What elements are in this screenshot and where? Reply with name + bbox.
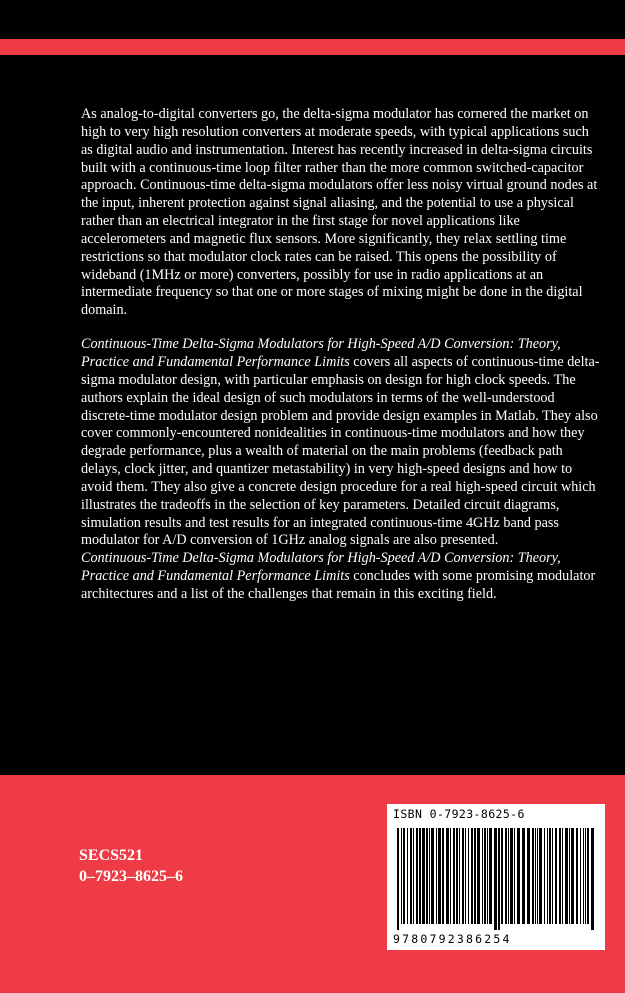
barcode-bar (555, 828, 557, 924)
barcode-bar (559, 828, 561, 924)
barcode-bar (501, 828, 503, 924)
barcode-bar (436, 828, 437, 924)
barcode-bar (585, 828, 586, 924)
barcode-bar (517, 828, 520, 924)
barcode-bar (407, 828, 408, 924)
series-code: SECS521 (79, 847, 144, 864)
barcode-bar (446, 828, 449, 924)
barcode-bar (453, 828, 455, 924)
barcode-bar (429, 828, 430, 924)
barcode-bar (403, 828, 405, 924)
barcode-bar (587, 828, 589, 924)
barcode-bar (477, 828, 480, 924)
barcode-bar (569, 828, 570, 924)
book-description (81, 106, 601, 604)
barcode-bar (489, 828, 492, 924)
barcode-bar (510, 828, 513, 924)
catalog-codes (79, 845, 183, 887)
barcode-bar (419, 828, 421, 924)
barcode-bar (431, 828, 434, 924)
barcode-bar (471, 828, 473, 924)
barcode-bar (535, 828, 536, 924)
barcode-bar (462, 828, 464, 924)
barcode-bar (522, 828, 525, 924)
barcode-icon (395, 828, 597, 930)
barcode-bar (552, 828, 553, 924)
book-title-italic-repeat: Continuous-Time Delta-Sigma Modulators for High-Speed A/D Conversion: Theory, Practice and Fundamental Performance Limits (81, 550, 561, 585)
ean-digits: 9780792386254 (393, 932, 512, 946)
barcode-bar (468, 828, 469, 924)
barcode-bar (583, 828, 584, 924)
barcode-bar (438, 828, 441, 924)
barcode-bar (571, 828, 574, 924)
description-paragraph-2-body: covers all aspects of continuous-time delta-sigma modulator design, with particular emphasis on design for high clock speeds. The authors explain the ideal design of such modulators in terms of the well-understood discrete-time modulator design problem and provide design examples in Matlab. They also cover commonly-encountered nonidealities in continuous-time modulators and how they degrade performance, plus a wealth of material on the main problems (feedback path delays, clock jitter, and quantizer metastability) in very high-speed designs and how to avoid them. They also give a concrete design procedure for a real high-speed circuit which illustrates the tradeoffs in the selection of key parameters. Detailed circuit diagrams, simulation results and test results for an integrated continuous-time 4GHz band pass modulator for A/D conversion of 1GHz analog signals are also presented. (81, 353, 600, 549)
barcode-bar (484, 828, 486, 924)
barcode-bar (532, 828, 534, 924)
barcode-bar (539, 828, 542, 924)
description-paragraph-2 (81, 336, 601, 604)
top-red-stripe (0, 39, 625, 55)
barcode-bar (580, 828, 581, 924)
barcode-bar (544, 828, 545, 924)
barcode-bar (410, 828, 412, 924)
barcode-bar (456, 828, 458, 924)
barcode-bar (426, 828, 428, 924)
barcode-box (387, 804, 605, 950)
barcode-bar (416, 828, 418, 924)
barcode-bar (514, 828, 515, 924)
barcode-bar (498, 828, 500, 930)
barcode-bar (565, 828, 568, 924)
barcode-bar (591, 828, 594, 930)
isbn-short: 0–7923–8625–6 (79, 868, 183, 885)
barcode-bar (465, 828, 466, 924)
barcode-bar (547, 828, 548, 924)
barcode-bar (505, 828, 507, 924)
barcode-bar (442, 828, 444, 924)
barcode-bar (508, 828, 509, 924)
barcode-bar (474, 828, 476, 924)
barcode-bar (450, 828, 451, 924)
barcode-bar (549, 828, 551, 924)
description-paragraph-2-end: concludes with some promising modulator architectures and a list of the challenges that remain in this exciting field. (81, 568, 596, 602)
barcode-bar (527, 828, 530, 924)
barcode-bar (401, 828, 402, 924)
barcode-bar (576, 828, 578, 924)
barcode-bar (422, 828, 425, 924)
barcode-bar (482, 828, 483, 924)
barcode-bar (487, 828, 488, 924)
barcode-bar (537, 828, 538, 924)
barcode-bar (494, 828, 497, 930)
barcode-bar (459, 828, 460, 924)
isbn-label: ISBN 0-7923-8625-6 (393, 807, 525, 821)
barcode-bar (562, 828, 563, 924)
description-paragraph-1: As analog-to-digital converters go, the delta-sigma modulator has cornered the market on high to very high resolution converters at moderate speeds, with typical applications such as digital audio and instrumentation. Interest has recently increased in delta-sigma circuits built with a continuous-time loop filter rather than the more common switched-capacitor approach. Continuous-time delta-sigma modulators offer less noisy virtual ground nodes at the input, inherent protection against signal aliasing, and the potential to use a physical rather than an electrical integrator in the first stage for novel applications like accelerometers and magnetic flux sensors. More significantly, they relax settling time restrictions so that modulator clock rates can be raised. This opens the possibility of wideband (1MHz or more) converters, possibly for use in radio applications at an intermediate frequency so that one or more stages of mixing might be done in the digital domain. (81, 106, 598, 319)
book-title-italic: Continuous-Time Delta-Sigma Modulators for High-Speed A/D Conversion: Theory, Practice and Fundamental Performance Limits (81, 336, 561, 370)
barcode-bar (397, 828, 399, 930)
barcode-bar (413, 828, 414, 924)
